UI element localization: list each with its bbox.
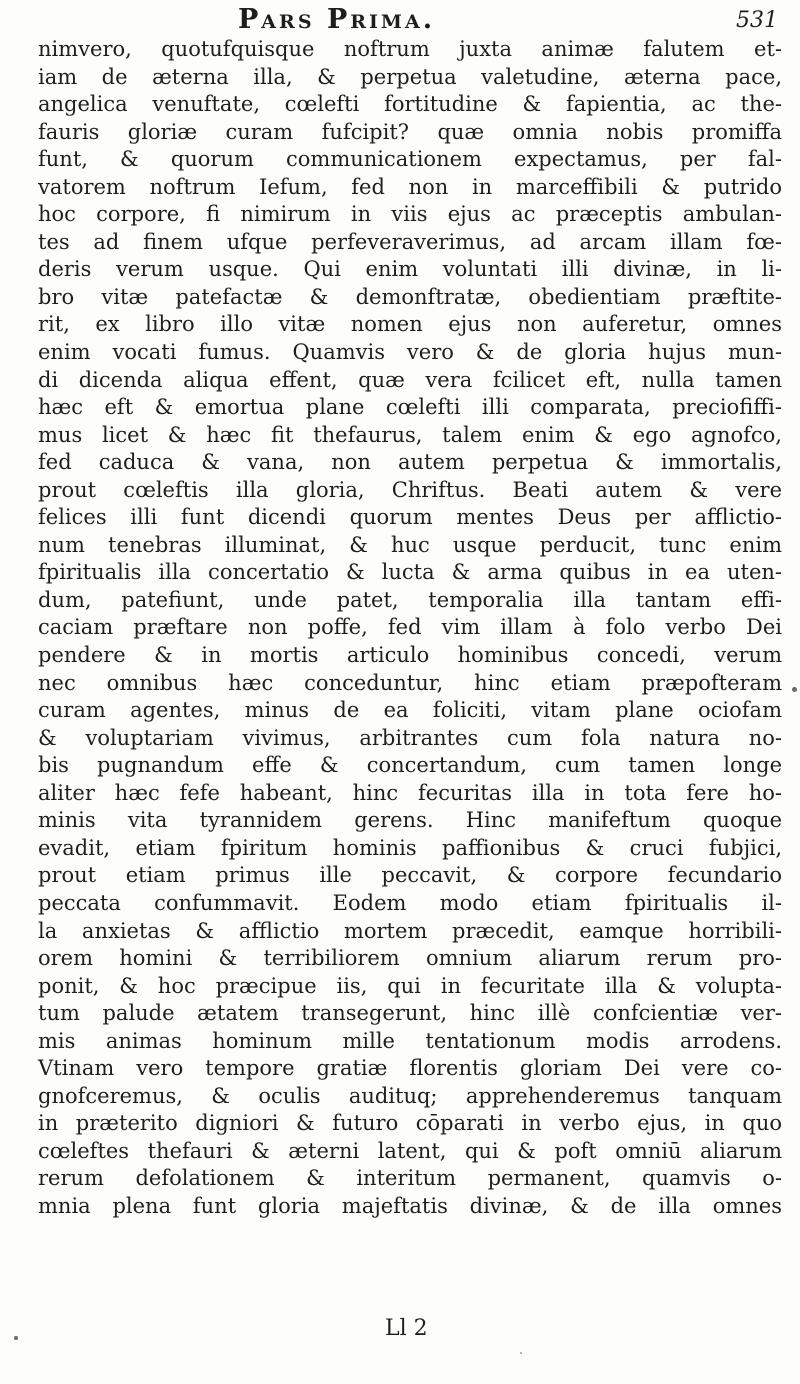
text-line: enim vocati fumus. Quamvis vero & de gloria hujus mun- — [38, 340, 782, 365]
footer — [0, 1316, 800, 1346]
text-line: rit, ex libro illo vitæ nomen ejus non auferetur, omnes — [38, 312, 782, 337]
running-head-title: Pars Prima. — [238, 4, 436, 35]
text-line: hoc corpore, fi nimirum in viis ejus ac præceptis ambulan- — [38, 202, 782, 227]
text-line: iam de æterna illa, & perpetua valetudine, æterna pace, — [38, 64, 782, 89]
text-line: num tenebras illuminat, & huc usque perducit, tunc enim — [38, 532, 782, 557]
ink-speck — [14, 1336, 18, 1340]
text-line: bro vitæ patefactæ & demonftratæ, obedientiam præftite- — [38, 284, 782, 309]
text-line: pendere & in mortis articulo hominibus concedi, verum — [38, 643, 782, 668]
text-line: Vtinam vero tempore gratiæ florentis gloriam Dei vere co- — [38, 1056, 782, 1081]
text-line: la anxietas & afflictio mortem præcedit, eamque horribili- — [38, 918, 782, 943]
text-line: prout cœleftis illa gloria, Chriftus. Beati autem & vere — [38, 477, 782, 502]
text-line: hæc eft & emortua plane cœlefti illi comparata, preciofiffi- — [38, 395, 782, 420]
text-line: mus licet & hæc fit thefaurus, talem enim & ego agnofco, — [38, 422, 782, 447]
text-line: gnofceremus, & oculis audituq; apprehenderemus tanquam — [38, 1083, 782, 1108]
text-line: dum, patefiunt, unde patet, temporalia illa tantam effi- — [38, 587, 782, 612]
text-line: deris verum usque. Qui enim voluntati illi divinæ, in li- — [38, 257, 782, 282]
text-line: orem homini & terribiliorem omnium aliarum rerum pro- — [38, 946, 782, 971]
running-head — [0, 4, 800, 38]
page-number: 531 — [736, 8, 778, 33]
text-line: funt, & quorum communicationem expectamus, per fal- — [38, 147, 782, 172]
text-line: bis pugnandum effe & concertandum, cum tamen longe — [38, 753, 782, 778]
text-line: nec omnibus hæc conceduntur, hinc etiam præpofteram — [38, 670, 782, 695]
text-line: caciam præftare non poffe, fed vim illam à folo verbo Dei — [38, 615, 782, 640]
text-line: nimvero, quotufquisque noftrum juxta animæ falutem et- — [38, 37, 782, 61]
text-line: prout etiam primus ille peccavit, & corpore fecundario — [38, 863, 782, 888]
text-line: angelica venuftate, cœlefti fortitudine & fapientia, ac the- — [38, 92, 782, 117]
text-line: fauris gloriæ curam fufcipit? quæ omnia nobis promiffa — [38, 119, 782, 144]
text-line: aliter hæc fefe habeant, hinc fecuritas illa in tota fere ho- — [38, 780, 782, 805]
signature-mark: Ll 2 — [385, 1316, 428, 1341]
ink-speck — [520, 1352, 522, 1354]
text-line: mis animas hominum mille tentationum modis arrodens. — [38, 1028, 782, 1053]
text-line: felices illi funt dicendi quorum mentes Deus per afflictio- — [38, 505, 782, 530]
text-line: rerum defolationem & interitum permanent, quamvis o- — [38, 1166, 782, 1191]
body-text — [38, 36, 782, 1221]
text-line: & voluptariam vivimus, arbitrantes cum fola natura no- — [38, 725, 782, 750]
text-line: tes ad finem ufque perfeveraverimus, ad arcam illam fœ- — [38, 229, 782, 254]
text-line: ponit, & hoc præcipue iis, qui in fecuritate illa & volupta- — [38, 973, 782, 998]
text-line: minis vita tyrannidem gerens. Hinc manifeftum quoque — [38, 808, 782, 833]
text-line: in præterito digniori & futuro cōparati in verbo ejus, in quo — [38, 1111, 782, 1136]
text-line: vatorem noftrum Iefum, fed non in marceffibili & putrido — [38, 174, 782, 199]
text-line: fpiritualis illa concertatio & lucta & arma quibus in ea uten- — [38, 560, 782, 585]
text-line: mnia plena funt gloria majeftatis divinæ, & de illa omnes — [38, 1193, 782, 1218]
text-line: fed caduca & vana, non autem perpetua & immortalis, — [38, 450, 782, 475]
text-line: evadit, etiam fpiritum hominis paffionibus & cruci fubjici, — [38, 835, 782, 860]
text-line: tum palude ætatem transegerunt, hinc illè confcientiæ ver- — [38, 1001, 782, 1026]
ink-speck — [792, 687, 797, 692]
text-line: di dicenda aliqua effent, quæ vera fcilicet eft, nulla tamen — [38, 367, 782, 392]
text-line: peccata confummavit. Eodem modo etiam fpiritualis il- — [38, 890, 782, 915]
text-line: curam agentes, minus de ea foliciti, vitam plane ociofam — [38, 698, 782, 723]
text-line: cœleftes thefauri & æterni latent, qui & poft omniū aliarum — [38, 1138, 782, 1163]
